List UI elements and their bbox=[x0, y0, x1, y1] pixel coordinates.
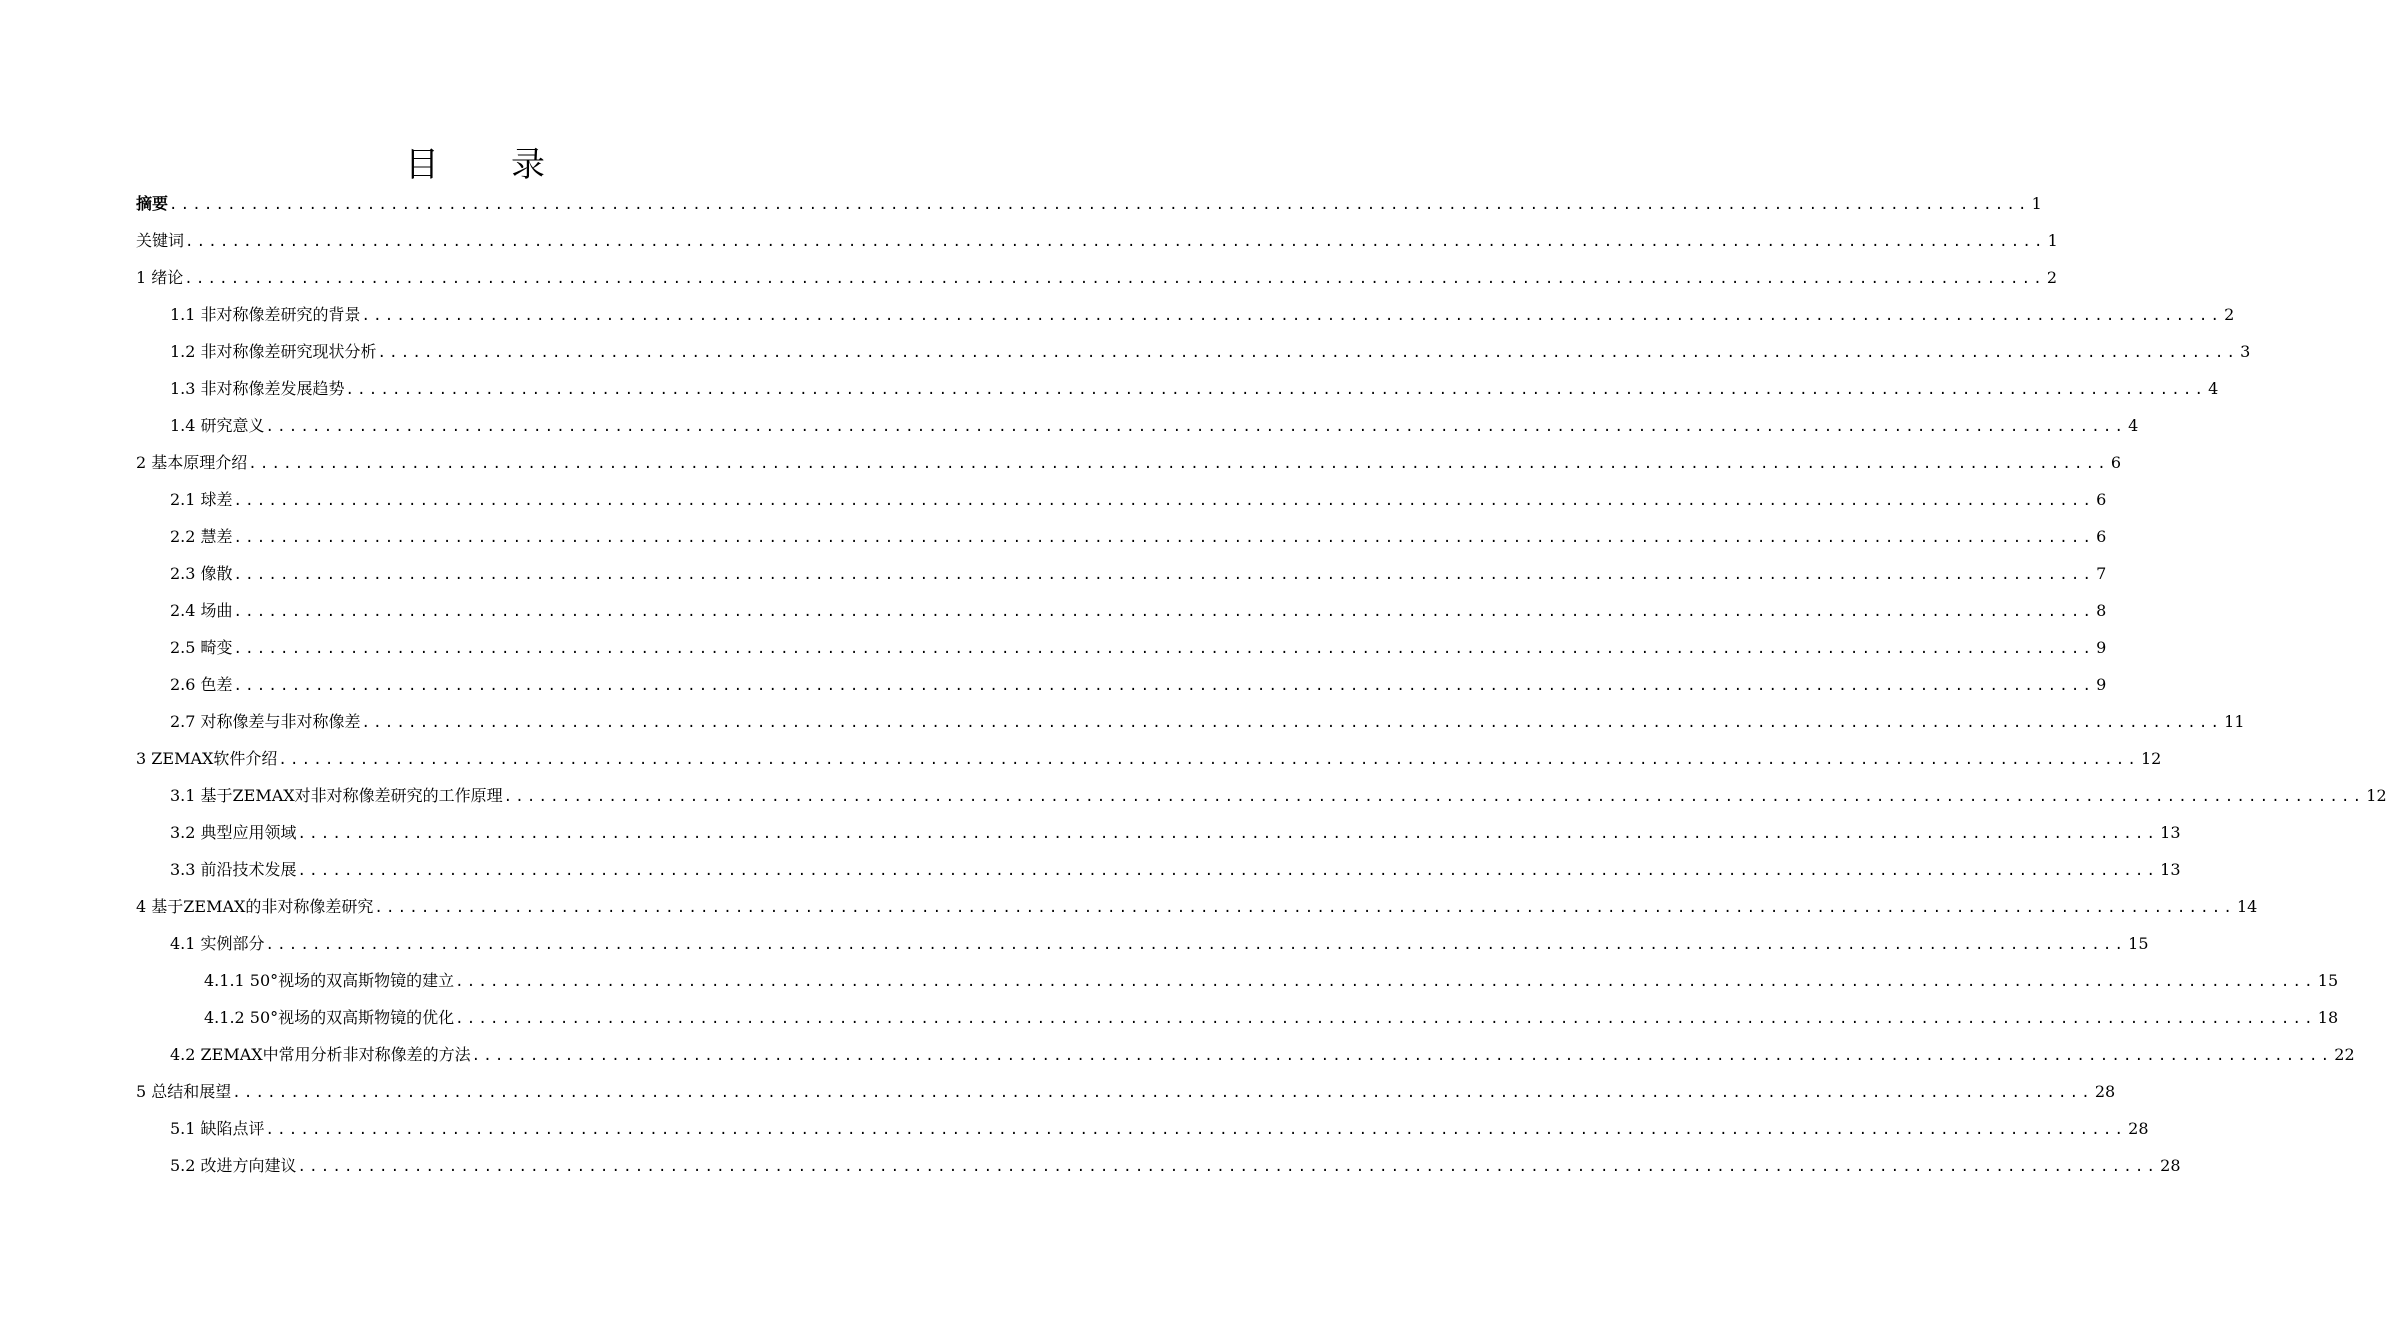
toc-page-number: 6 bbox=[2096, 490, 2107, 509]
toc-entry[interactable] bbox=[136, 629, 2107, 666]
toc-entry[interactable] bbox=[136, 851, 2181, 888]
toc-entry-text: 5.2 改进方向建议 bbox=[170, 1156, 297, 1175]
toc-entry[interactable] bbox=[136, 925, 2149, 962]
toc-entry-text: 2.4 场曲 bbox=[170, 601, 233, 620]
toc-entry-text: 4.1 实例部分 bbox=[170, 934, 265, 953]
toc-entry[interactable] bbox=[136, 777, 2387, 814]
toc-entry-text: 2 基本原理介绍 bbox=[136, 453, 248, 472]
toc-dot-leader: ................................................................................................................................................................ bbox=[184, 271, 2045, 287]
toc-entry-text: 2.2 慧差 bbox=[170, 527, 233, 546]
toc-page-number: 1 bbox=[2031, 194, 2042, 213]
toc-entry[interactable] bbox=[136, 814, 2181, 851]
toc-page-number: 4 bbox=[2128, 416, 2139, 435]
toc-entry-text: 3.3 前沿技术发展 bbox=[170, 860, 297, 879]
toc-entry-text: 3.2 典型应用领域 bbox=[170, 823, 297, 842]
toc-entry[interactable] bbox=[136, 259, 2058, 296]
toc-page-number: 9 bbox=[2096, 638, 2107, 657]
toc-page-number: 7 bbox=[2096, 564, 2107, 583]
toc-entry-text: 摘要 bbox=[136, 194, 169, 213]
toc-page-number: 14 bbox=[2237, 897, 2258, 916]
toc-dot-leader: ................................................................................................................................................................ bbox=[377, 345, 2239, 361]
toc-entry-text: 5.1 缺陷点评 bbox=[170, 1119, 265, 1138]
toc-entry[interactable] bbox=[136, 333, 2251, 370]
toc-entry[interactable] bbox=[136, 740, 2162, 777]
toc-dot-leader: ................................................................................................................................................................ bbox=[297, 863, 2159, 879]
toc-page-number: 8 bbox=[2096, 601, 2107, 620]
toc-dot-leader: ................................................................................................................................................................ bbox=[185, 234, 2046, 250]
toc-page-number: 1 bbox=[2047, 231, 2058, 250]
toc-entry[interactable] bbox=[136, 1036, 2355, 1073]
toc-entry-text: 2.5 畸变 bbox=[170, 638, 233, 657]
toc-dot-leader: ................................................................................................................................................................ bbox=[169, 197, 2030, 213]
toc-dot-leader: ................................................................................................................................................................ bbox=[233, 530, 2095, 546]
toc-dot-leader: ................................................................................................................................................................ bbox=[455, 1011, 2316, 1027]
toc-entry-text: 3.1 基于ZEMAX对非对称像差研究的工作原理 bbox=[170, 786, 503, 805]
toc-entry[interactable] bbox=[136, 1147, 2181, 1184]
toc-page-number: 28 bbox=[2160, 1156, 2181, 1175]
toc-entry[interactable] bbox=[136, 518, 2107, 555]
toc-page-number: 12 bbox=[2366, 786, 2387, 805]
toc-dot-leader: ................................................................................................................................................................ bbox=[248, 456, 2109, 472]
toc-page-number: 4 bbox=[2208, 379, 2219, 398]
toc-dot-leader: ................................................................................................................................................................ bbox=[374, 900, 2235, 916]
toc-page-number: 28 bbox=[2128, 1119, 2149, 1138]
toc-entry-text: 4.1.2 50°视场的双高斯物镜的优化 bbox=[204, 1008, 455, 1027]
toc-entry[interactable] bbox=[136, 592, 2107, 629]
toc-entry[interactable] bbox=[136, 888, 2258, 925]
toc-dot-leader: ................................................................................................................................................................ bbox=[233, 493, 2095, 509]
toc-entry-text: 1.3 非对称像差发展趋势 bbox=[170, 379, 345, 398]
toc-dot-leader: ................................................................................................................................................................ bbox=[233, 567, 2095, 583]
toc-entry[interactable] bbox=[136, 666, 2107, 703]
toc-entry[interactable] bbox=[136, 703, 2245, 740]
toc-dot-leader: ................................................................................................................................................................ bbox=[361, 715, 2223, 731]
toc-dot-leader: ................................................................................................................................................................ bbox=[455, 974, 2316, 990]
toc-dot-leader: ................................................................................................................................................................ bbox=[265, 419, 2127, 435]
toc-entry[interactable] bbox=[136, 444, 2122, 481]
toc-page-number: 15 bbox=[2128, 934, 2149, 953]
toc-entry[interactable] bbox=[136, 1073, 2116, 1110]
toc-entry-text: 1.1 非对称像差研究的背景 bbox=[170, 305, 361, 324]
toc-page-number: 11 bbox=[2224, 712, 2245, 731]
toc-entry-text: 3 ZEMAX软件介绍 bbox=[136, 749, 278, 768]
toc-dot-leader: ................................................................................................................................................................ bbox=[233, 641, 2095, 657]
toc-dot-leader: ................................................................................................................................................................ bbox=[297, 826, 2159, 842]
toc-entry-text: 2.1 球差 bbox=[170, 490, 233, 509]
toc-dot-leader: ................................................................................................................................................................ bbox=[232, 1085, 2093, 1101]
toc-entry[interactable] bbox=[136, 185, 2042, 222]
toc-entry-text: 2.3 像散 bbox=[170, 564, 233, 583]
toc-page-number: 28 bbox=[2094, 1082, 2116, 1101]
toc-dot-leader: ................................................................................................................................................................ bbox=[297, 1159, 2159, 1175]
toc-page-number: 18 bbox=[2317, 1008, 2339, 1027]
toc-page-number: 13 bbox=[2160, 823, 2181, 842]
toc-dot-leader: ................................................................................................................................................................ bbox=[265, 1122, 2127, 1138]
toc-entry[interactable] bbox=[136, 222, 2058, 259]
toc-page-number: 22 bbox=[2334, 1045, 2355, 1064]
toc-page-number: 9 bbox=[2096, 675, 2107, 694]
toc-dot-leader: ................................................................................................................................................................ bbox=[503, 789, 2365, 805]
toc-entry[interactable] bbox=[136, 296, 2235, 333]
toc-entry-text: 5 总结和展望 bbox=[136, 1082, 232, 1101]
toc-dot-leader: ................................................................................................................................................................ bbox=[265, 937, 2127, 953]
toc-entry[interactable] bbox=[136, 999, 2339, 1036]
toc-page-number: 3 bbox=[2240, 342, 2251, 361]
toc-entry[interactable] bbox=[136, 1110, 2149, 1147]
toc-entry-text: 关键词 bbox=[136, 231, 185, 250]
toc-dot-leader: ................................................................................................................................................................ bbox=[345, 382, 2207, 398]
toc-page-number: 13 bbox=[2160, 860, 2181, 879]
toc-entry-text: 1.4 研究意义 bbox=[170, 416, 265, 435]
toc-dot-leader: ................................................................................................................................................................ bbox=[471, 1048, 2333, 1064]
toc-entry[interactable] bbox=[136, 407, 2139, 444]
table-of-contents bbox=[136, 185, 2387, 1184]
toc-entry[interactable] bbox=[136, 555, 2107, 592]
toc-entry[interactable] bbox=[136, 370, 2219, 407]
toc-entry[interactable] bbox=[136, 481, 2107, 518]
toc-page-number: 15 bbox=[2317, 971, 2339, 990]
toc-page-number: 2 bbox=[2046, 268, 2058, 287]
toc-entry-text: 4.2 ZEMAX中常用分析非对称像差的方法 bbox=[170, 1045, 471, 1064]
toc-page-number: 6 bbox=[2096, 527, 2107, 546]
page-title: 目 录 bbox=[404, 145, 576, 185]
toc-entry-text: 2.7 对称像差与非对称像差 bbox=[170, 712, 361, 731]
toc-dot-leader: ................................................................................................................................................................ bbox=[278, 752, 2139, 768]
toc-entry[interactable] bbox=[136, 962, 2339, 999]
toc-page-number: 2 bbox=[2224, 305, 2235, 324]
toc-entry-text: 4 基于ZEMAX的非对称像差研究 bbox=[136, 897, 374, 916]
toc-dot-leader: ................................................................................................................................................................ bbox=[233, 678, 2095, 694]
toc-entry-text: 1 绪论 bbox=[136, 268, 184, 287]
toc-page-number: 6 bbox=[2110, 453, 2122, 472]
toc-dot-leader: ................................................................................................................................................................ bbox=[361, 308, 2223, 324]
toc-dot-leader: ................................................................................................................................................................ bbox=[233, 604, 2095, 620]
toc-entry-text: 4.1.1 50°视场的双高斯物镜的建立 bbox=[204, 971, 455, 990]
toc-page-number: 12 bbox=[2141, 749, 2162, 768]
toc-entry-text: 1.2 非对称像差研究现状分析 bbox=[170, 342, 377, 361]
toc-entry-text: 2.6 色差 bbox=[170, 675, 233, 694]
